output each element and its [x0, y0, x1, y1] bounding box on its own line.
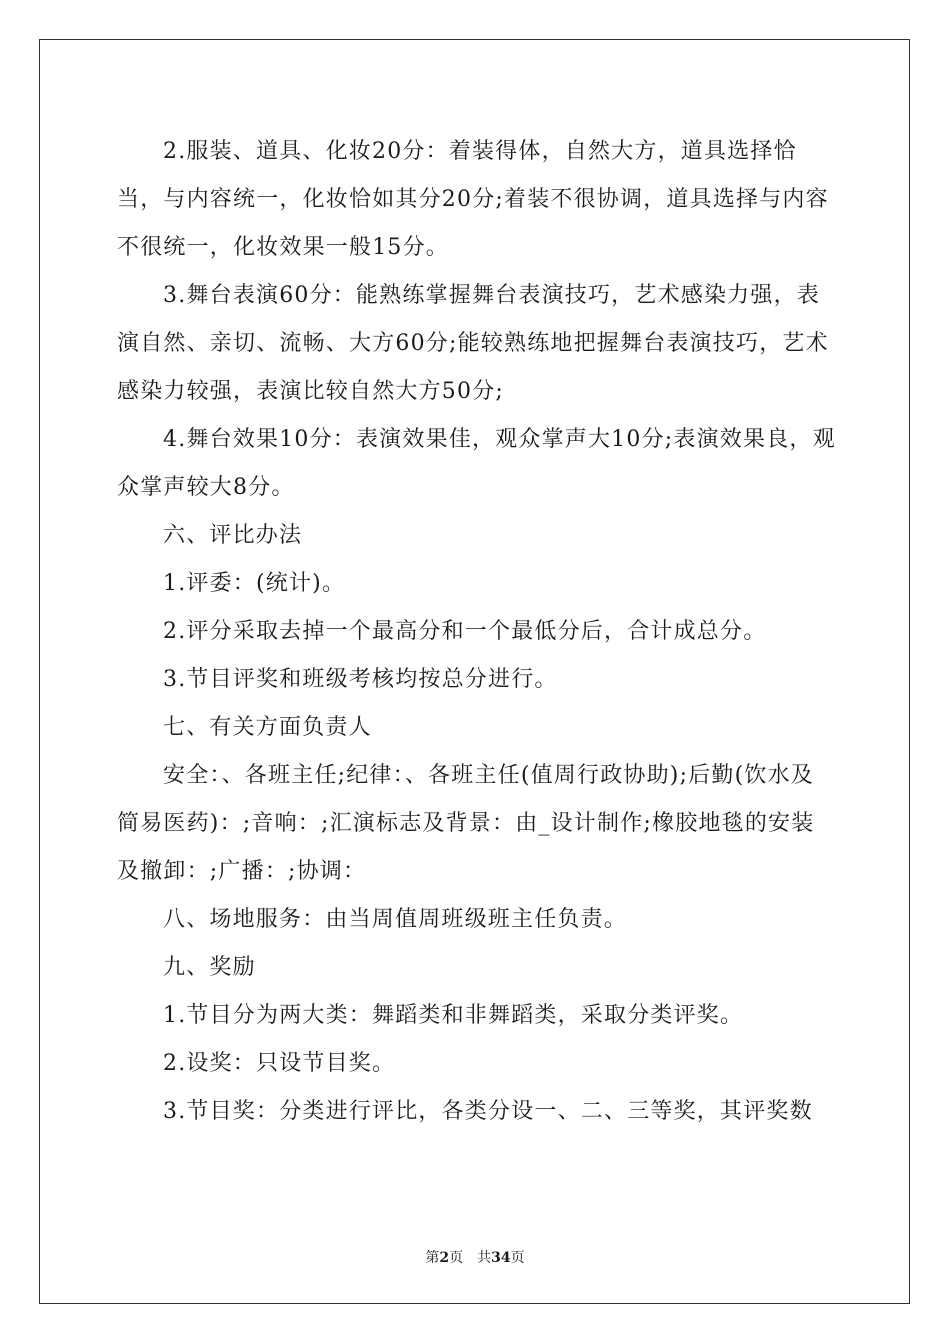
document-body — [117, 128, 837, 1136]
page-number: 2 — [439, 1250, 450, 1266]
paragraph-stage-effect-scoring: 4.舞台效果10分：表演效果佳，观众掌声大10分;表演效果良，观众掌声较大8分。 — [117, 427, 836, 500]
paragraph-program-categories: 1.节目分为两大类：舞蹈类和非舞蹈类，采取分类评奖。 — [163, 1003, 744, 1028]
page-suffix: 页 — [449, 1250, 464, 1266]
page-prefix: 第 — [425, 1250, 440, 1266]
paragraph-award-setting: 2.设奖：只设节目奖。 — [163, 1051, 396, 1076]
total-suffix: 页 — [510, 1250, 525, 1266]
page-footer — [0, 1247, 950, 1267]
section-heading-responsible-persons: 七、有关方面负责人 — [163, 715, 372, 740]
paragraph-judges: 1.评委：(统计)。 — [163, 571, 346, 596]
paragraph-costume-scoring: 2.服装、道具、化妆20分：着装得体，自然大方，道具选择恰当，与内容统一，化妆恰如其分20分;着装不很协调，道具选择与内容不很统一，化妆效果一般15分。 — [117, 139, 829, 260]
total-pages: 34 — [491, 1250, 511, 1266]
paragraph-stage-performance-scoring: 3.舞台表演60分：能熟练掌握舞台表演技巧，艺术感染力强，表演自然、亲切、流畅、大方60分;能较熟练地把握舞台表演技巧，艺术感染力较强，表演比较自然大方50分; — [117, 283, 829, 404]
paragraph-responsibilities: 安全：、各班主任;纪律：、各班主任(值周行政协助);后勤(饮水及简易医药)：;音响：;汇演标志及背景：由_设计制作;橡胶地毯的安装及撤卸：;广播：;协调： — [117, 763, 815, 884]
total-prefix: 共 — [477, 1250, 492, 1266]
paragraph-scoring-rule: 2.评分采取去掉一个最高分和一个最低分后，合计成总分。 — [163, 619, 767, 644]
paragraph-award-basis: 3.节目评奖和班级考核均按总分进行。 — [163, 667, 558, 692]
section-heading-evaluation-method: 六、评比办法 — [163, 523, 303, 548]
section-heading-awards: 九、奖励 — [163, 955, 256, 980]
paragraph-program-awards: 3.节目奖：分类进行评比，各类分设一、二、三等奖，其评奖数 — [163, 1099, 813, 1124]
section-heading-venue-service: 八、场地服务：由当周值周班级班主任负责。 — [163, 907, 628, 932]
